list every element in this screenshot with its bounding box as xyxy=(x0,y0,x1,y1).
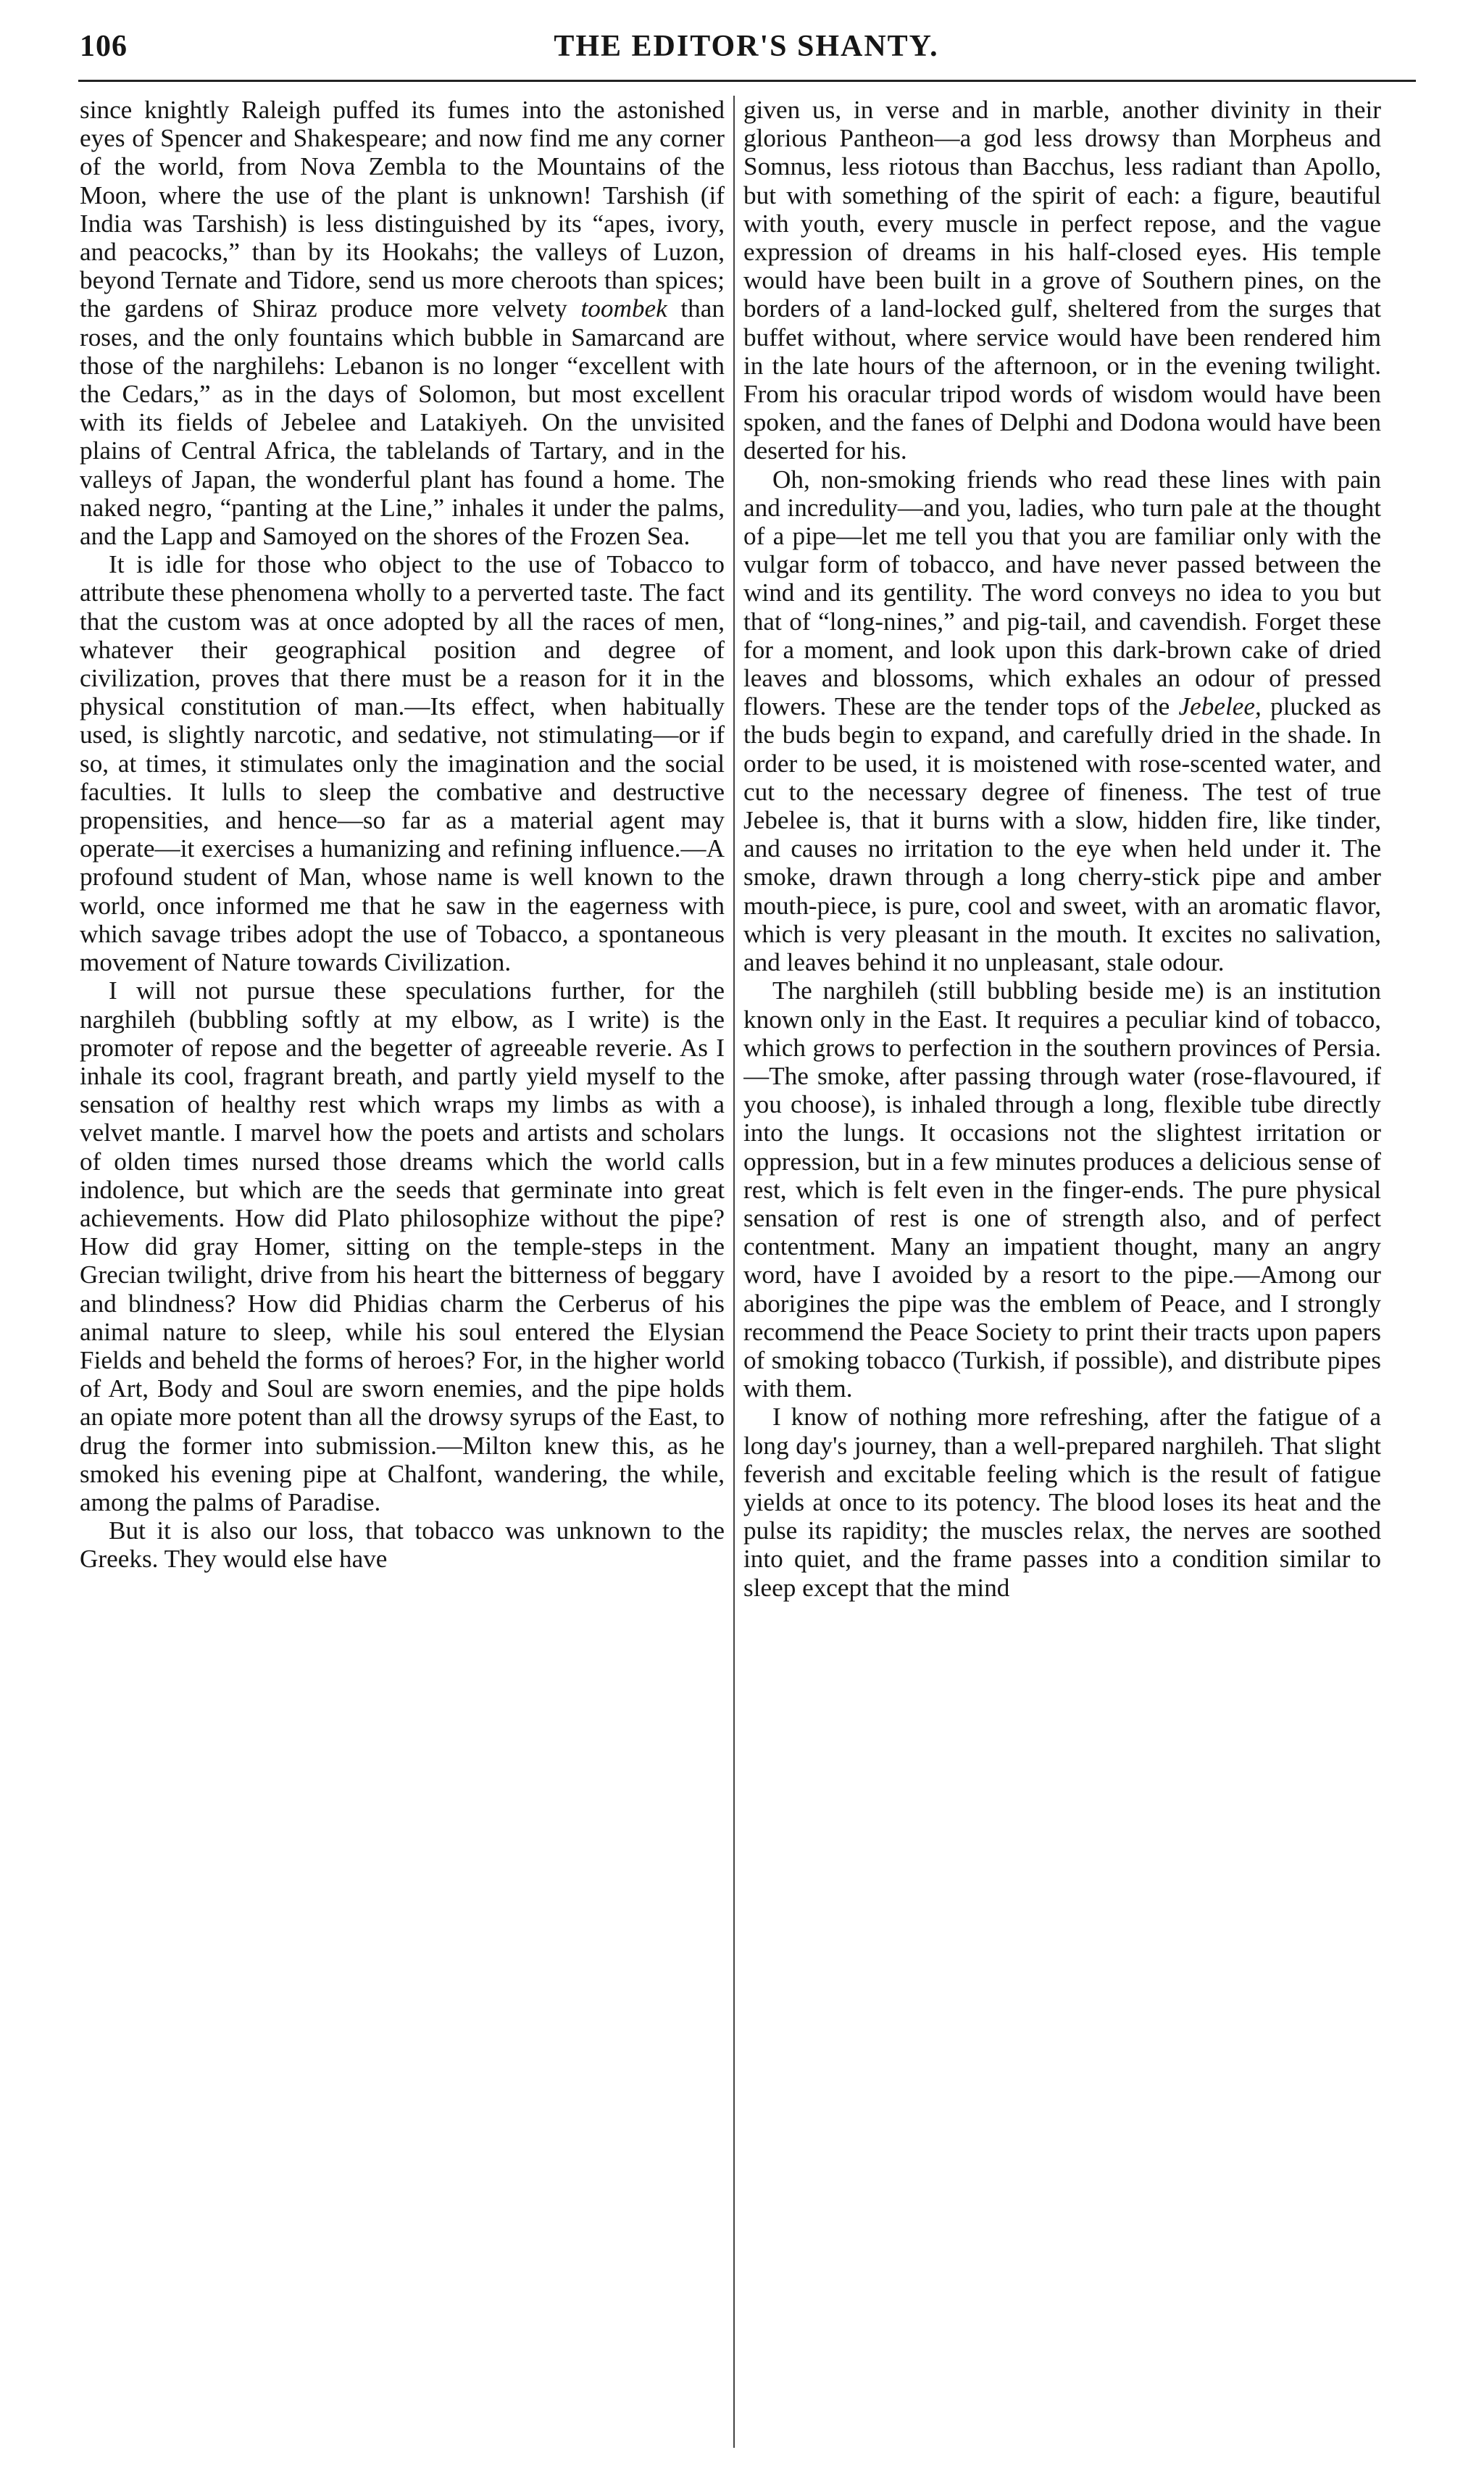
right-p2-text: Oh, non-smoking friends who read these lines with pain and incredulity—and you, ladies, who turn pale at the thought of a pipe—let me tell you that you are familiar only with the vulgar form of tobacco, and have never passed between the wind and its gentility. The word conveys no idea to you but that of “long-nines,” and pig-tail, and cavendish. Forget these for a moment, and look upon this dark-brown cake of dried leaves and blossoms, which exhales an odour of pressed flowers. These are the tender tops of the xyxy=(743,465,1381,721)
left-paragraph-1 xyxy=(80,96,725,550)
left-paragraph-4: But it is also our loss, that tobacco was unknown to the Greeks. They would else have xyxy=(80,1516,725,1574)
right-column xyxy=(743,96,1381,2448)
right-p2-italic: Jebelee, xyxy=(1178,692,1262,721)
left-p1-italic: toombek xyxy=(580,294,667,323)
page-number: 106 xyxy=(80,30,128,63)
right-paragraph-3: The narghileh (still bubbling beside me) is an institution known only in the East. It requires a peculiar kind of tobacco, which grows to perfection in the southern provinces of Persia.—The smoke, after passing through water (rose-flavoured, if you choose), is inhaled through a long, flexible tube directly into the lungs. It occasions not the slightest irritation or oppression, but in a few minutes produces a delicious sense of rest, which is felt even in the finger-ends. The pure physical sensation of rest is one of strength also, and of perfect contentment. Many an impatient thought, many an angry word, have I avoided by a resort to the pipe.—Among our aborigines the pipe was the emblem of Peace, and I strongly recommend the Peace Society to print their tracts upon papers of smoking tobacco (Turkish, if possible), and distribute pipes with them. xyxy=(743,976,1381,1403)
left-p1-end: than roses, and the only fountains which bubble in Samarcand are those of the narghilehs: Lebanon is no longer “excellent with the Cedars,” as in the days of Solomon, but most excellent with its fields of Jebelee and Latakiyeh. On the unvisited plains of Central Africa, the tablelands of Tartary, and in the valleys of Japan, the wonderful plant has found a home. The naked negro, “panting at the Line,” inhales it under the palms, and the Lapp and Samoyed on the shores of the Frozen Sea. xyxy=(80,294,725,551)
left-p1-text: since knightly Raleigh puffed its fumes into the astonished eyes of Spencer and Shakespeare; and now find me any corner of the world, from Nova Zembla to the Mountains of the Moon, where the use of the plant is unknown! Tarshish (if India was Tarshish) is less distinguished by its “apes, ivory, and peacocks,” than by its Hookahs; the valleys of Luzon, beyond Ternate and Tidore, send us more cheroots than spices; the gardens of Shiraz produce more velvety xyxy=(80,96,725,323)
right-paragraph-4: I know of nothing more refreshing, after the fatigue of a long day's journey, than a well-prepared narghileh. That slight feverish and excitable feeling which is the result of fatigue yields at once to its potency. The blood loses its heat and the pulse its rapidity; the muscles relax, the nerves are soothed into quiet, and the frame passes into a condition similar to sleep except that the mind xyxy=(743,1403,1381,1602)
column-divider xyxy=(733,96,735,2448)
right-paragraph-2 xyxy=(743,465,1381,977)
running-head: THE EDITOR'S SHANTY. xyxy=(554,30,939,63)
left-column xyxy=(80,96,725,2448)
page-header xyxy=(80,29,1413,72)
header-rule xyxy=(78,80,1416,82)
left-paragraph-3: I will not pursue these speculations further, for the narghileh (bubbling softly at my elbow, as I write) is the promoter of repose and the begetter of agreeable reverie. As I inhale its cool, fragrant breath, and partly yield myself to the sensation of healthy rest which wraps my limbs as with a velvet mantle. I marvel how the poets and artists and scholars of olden times nursed those dreams which the world calls indolence, but which are the seeds that germinate into great achievements. How did Plato philosophize without the pipe? How did gray Homer, sitting on the temple-steps in the Grecian twilight, drive from his heart the bitterness of beggary and blindness? How did Phidias charm the Cerberus of his animal nature to sleep, while his soul entered the Elysian Fields and beheld the forms of heroes? For, in the higher world of Art, Body and Soul are sworn enemies, and the pipe holds an opiate more potent than all the drowsy syrups of the East, to drug the former into submission.—Milton knew this, as he smoked his evening pipe at Chalfont, wandering, the while, among the palms of Paradise. xyxy=(80,976,725,1516)
right-paragraph-1: given us, in verse and in marble, another divinity in their glorious Pantheon—a god less drowsy than Morpheus and Somnus, less riotous than Bacchus, less radiant than Apollo, but with something of the spirit of each: a figure, beautiful with youth, every muscle in perfect repose, and the vague expression of dreams in his half-closed eyes. His temple would have been built in a grove of Southern pines, on the borders of a land-locked gulf, sheltered from the surges that buffet without, where service would have been rendered him in the late hours of the afternoon, or in the evening twilight. From his oracular tripod words of wisdom would have been spoken, and the fanes of Delphi and Dodona would have been deserted for his. xyxy=(743,96,1381,465)
left-paragraph-2: It is idle for those who object to the use of Tobacco to attribute these phenomena wholly to a perverted taste. The fact that the custom was at once adopted by all the races of men, whatever their geographical position and degree of civilization, proves that there must be a reason for it in the physical constitution of man.—Its effect, when habitually used, is slightly narcotic, and sedative, not stimulating—or if so, at times, it stimulates only the imagination and the social faculties. It lulls to sleep the combative and destructive propensities, and hence—so far as a material agent may operate—it exercises a humanizing and refining influence.—A profound student of Man, whose name is well known to the world, once informed me that he saw in the eagerness with which savage tribes adopt the use of Tobacco, a spontaneous movement of Nature towards Civilization. xyxy=(80,550,725,977)
right-p2-end: plucked as the buds begin to expand, and carefully dried in the shade. In order to be used, it is moistened with rose-scented water, and cut to the necessary degree of fineness. The test of true Jebelee is, that it burns with a slow, hidden fire, like tinder, and causes no irritation to the eye when held under it. The smoke, drawn through a long cherry-stick pipe and amber mouth-piece, is pure, cool and sweet, with an aromatic flavor, which is very pleasant in the mouth. It excites no salivation, and leaves behind it no unpleasant, stale odour. xyxy=(743,692,1381,977)
